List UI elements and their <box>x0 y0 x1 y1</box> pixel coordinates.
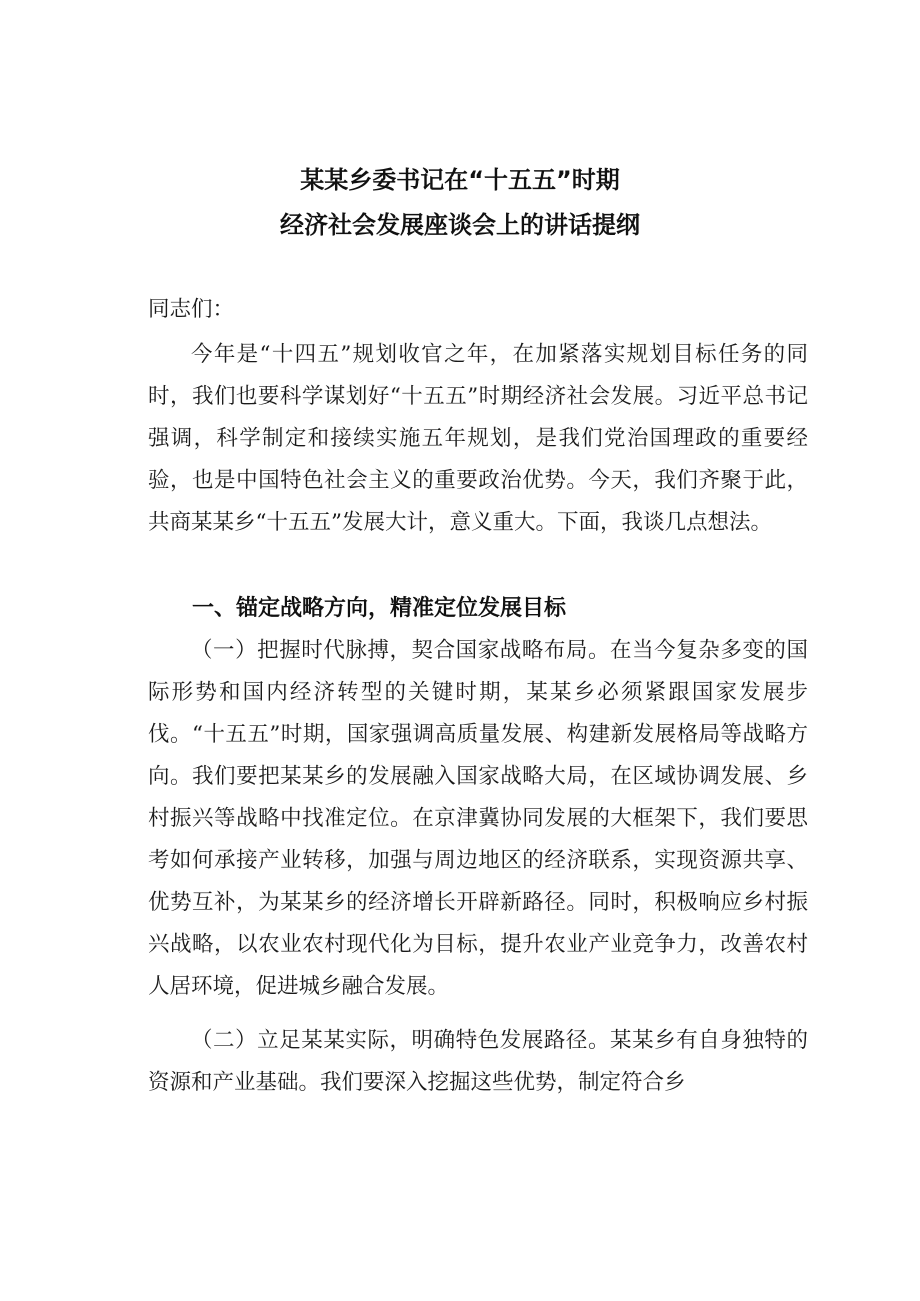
intro-paragraph: 今年是“十四五”规划收官之年，在加紧落实规划目标任务的同时，我们也要科学谋划好“十五五”时期经济社会发展。习近平总书记强调，科学制定和接续实施五年规划，是我们党治国理政的重要经验，也是中国特色社会主义的重要政治优势。今天，我们齐聚于此，共商某某乡“十五五”发展大计，意义重大。下面，我谈几点想法。 <box>148 342 808 535</box>
subsection-2-paragraph: （二）立足某某实际，明确特色发展路径。某某乡有自身独特的资源和产业基础。我们要深入挖掘这些优势，制定符合乡 <box>148 1028 808 1095</box>
document-title-line-2: 经济社会发展座谈会上的讲话提纲 <box>280 211 640 239</box>
document-title-line-1: 某某乡委书记在“十五五”时期 <box>300 166 620 194</box>
salutation: 同志们： <box>148 297 235 322</box>
subsection-1-paragraph: （一）把握时代脉搏，契合国家战略布局。在当今复杂多变的国际形势和国内经济转型的关键时期，某某乡必须紧跟国家发展步伐。“十五五”时期，国家强调高质量发展、构建新发展格局等战略方向。我们要把某某乡的发展融入国家战略大局，在区域协调发展、乡村振兴等战略中找准定位。在京津冀协同发展的大框架下，我们要思考如何承接产业转移，加强与周边地区的经济联系，实现资源共享、优势互补，为某某乡的经济增长开辟新路径。同时，积极响应乡村振兴战略，以农业农村现代化为目标，提升农业产业竞争力，改善农村人居环境，促进城乡融合发展。 <box>148 638 808 999</box>
section-1-heading: 一、锚定战略方向，精准定位发展目标 <box>192 596 567 621</box>
